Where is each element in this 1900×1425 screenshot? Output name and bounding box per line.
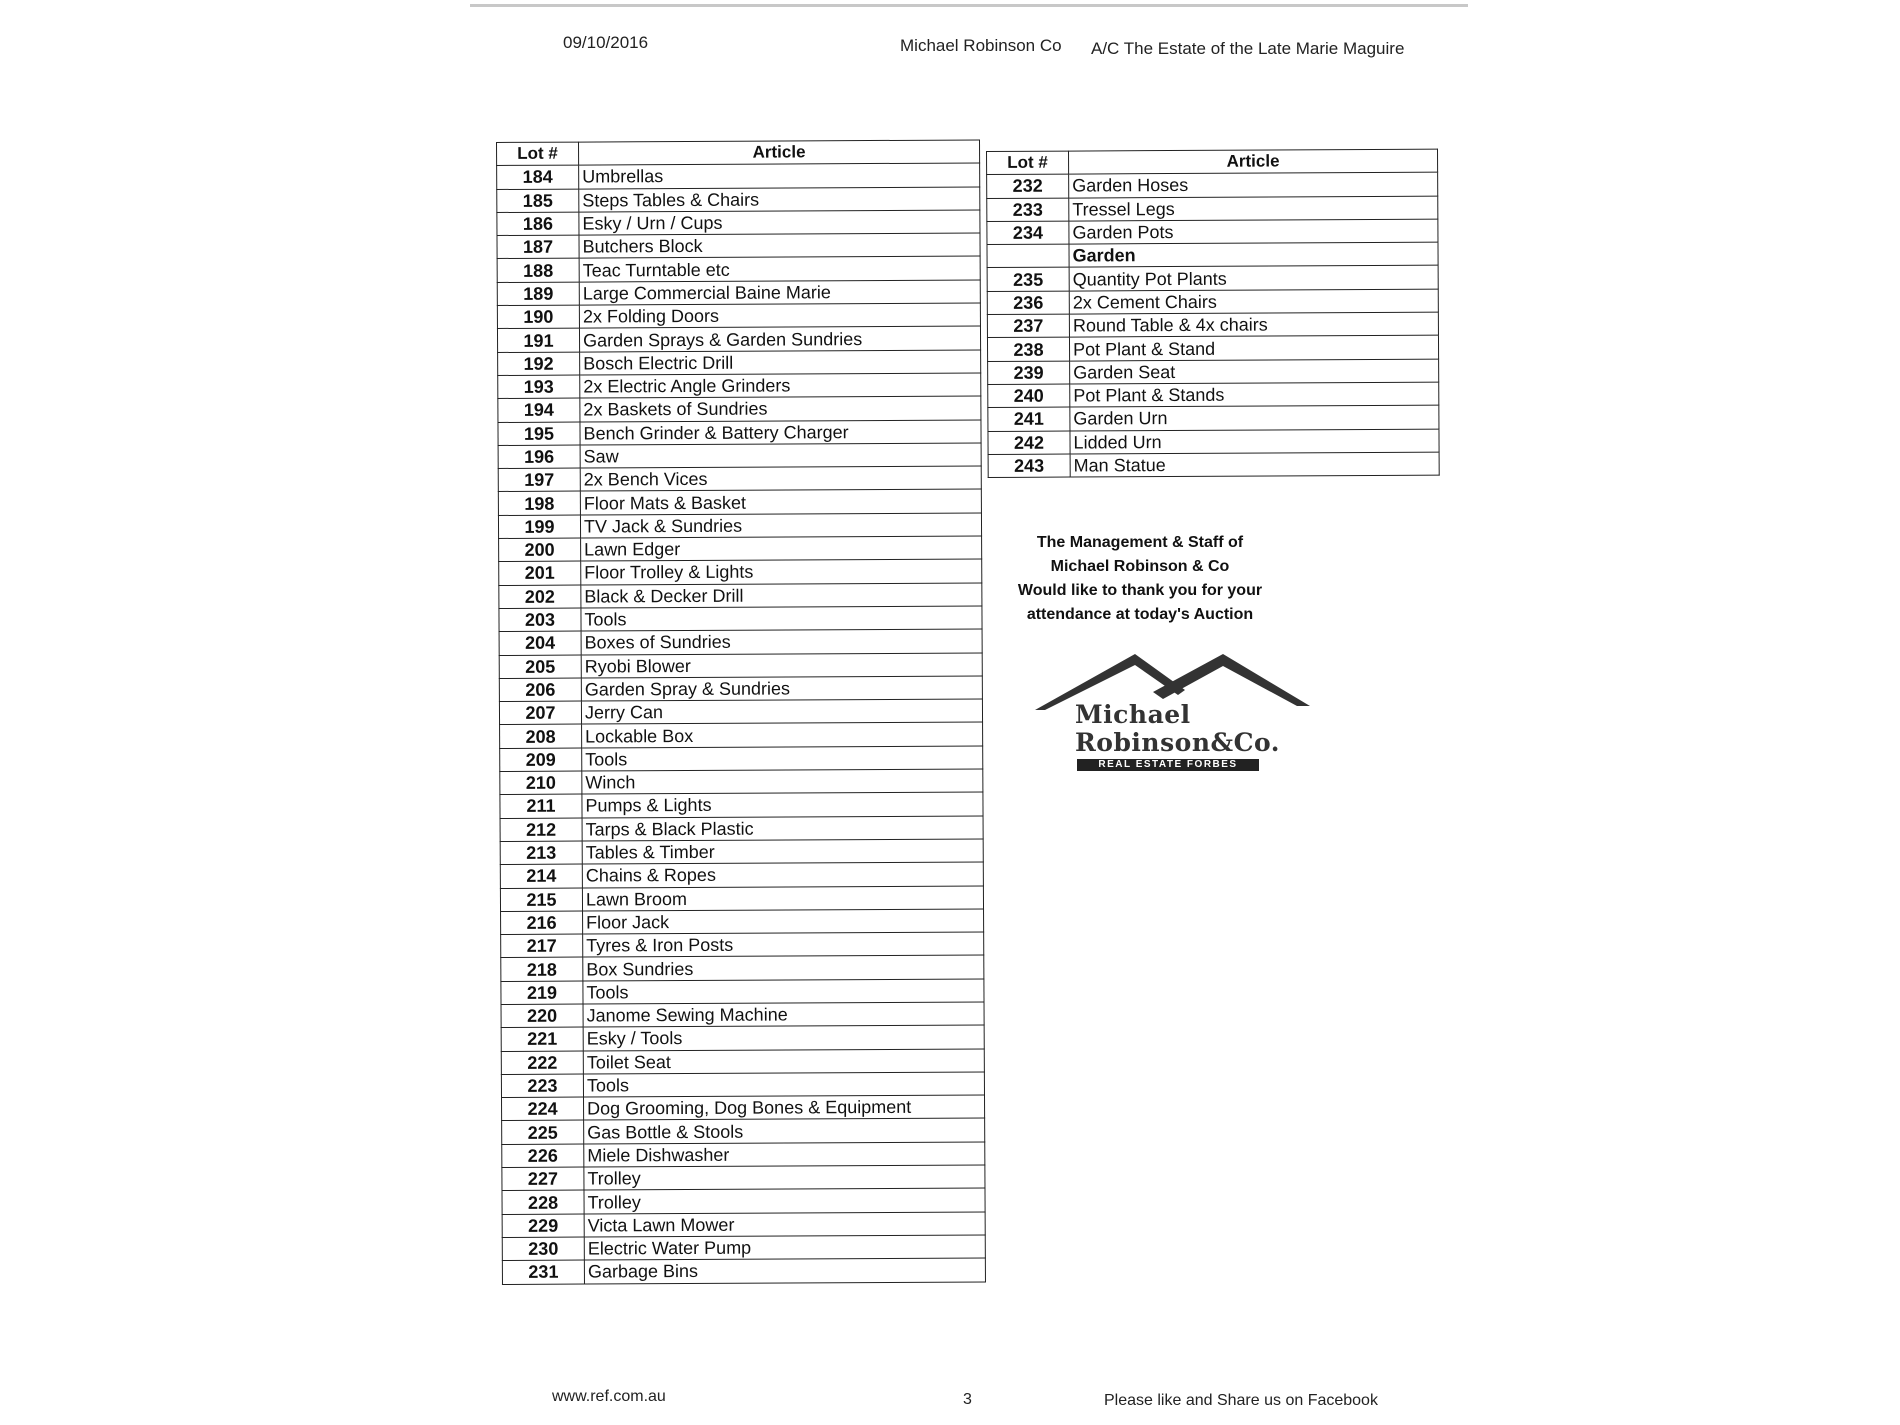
table-header-row: [987, 149, 1438, 175]
table-row: [988, 382, 1439, 408]
table-row: [497, 326, 980, 352]
table-row: [499, 583, 982, 609]
table-row: [499, 676, 982, 702]
lot-number: 188: [497, 259, 579, 283]
table-row: [498, 443, 981, 469]
lot-number: 204: [499, 631, 581, 655]
footer-website: www.ref.com.au: [552, 1388, 666, 1405]
lot-number: 202: [499, 585, 581, 609]
article-name: Garden Urn: [1070, 405, 1439, 430]
lot-number: 198: [498, 492, 580, 516]
lot-number: 224: [502, 1097, 584, 1121]
table-row: [502, 1235, 985, 1261]
table-row: [498, 420, 981, 446]
lot-number: 221: [501, 1027, 583, 1051]
article-name: Esky / Tools: [583, 1025, 984, 1050]
lot-number: 189: [497, 282, 579, 306]
table-row: [498, 396, 981, 422]
table-row: [987, 289, 1438, 315]
logo-tagline: REAL ESTATE FORBES: [1077, 759, 1259, 771]
article-name: Box Sundries: [583, 955, 984, 980]
article-name: Pot Plant & Stands: [1070, 382, 1439, 407]
lot-number: 201: [499, 561, 581, 585]
logo-text-line2: Robinson&Co.: [1075, 728, 1280, 757]
table-row: [497, 280, 980, 306]
lot-number: 225: [502, 1121, 584, 1145]
lot-number: [987, 244, 1069, 268]
lot-number: 200: [499, 538, 581, 562]
lot-number: 216: [501, 911, 583, 935]
lot-number: 228: [502, 1190, 584, 1214]
lot-number: 210: [500, 771, 582, 795]
table-row: [501, 955, 984, 981]
lot-number: 193: [498, 375, 580, 399]
table-row: [499, 699, 982, 725]
lot-number: 208: [500, 724, 582, 748]
lot-number: 237: [987, 314, 1069, 338]
table-row: [498, 466, 981, 492]
lot-number: 196: [498, 445, 580, 469]
lot-number: 230: [502, 1237, 584, 1261]
table-row: [497, 163, 980, 189]
article-name: Large Commercial Baine Marie: [579, 280, 980, 305]
article-name: Miele Dishwasher: [584, 1142, 985, 1167]
article-name: Tools: [582, 746, 983, 771]
article-name: Teac Turntable etc: [579, 256, 980, 281]
table-row: [501, 909, 984, 935]
table-row: [498, 489, 981, 515]
lot-number: 186: [497, 212, 579, 236]
table-row: [499, 652, 982, 678]
article-name: Electric Water Pump: [584, 1235, 985, 1260]
lot-number: 190: [497, 305, 579, 329]
article-name: Winch: [582, 769, 983, 794]
table-row: [988, 452, 1439, 478]
table-row: [502, 1188, 985, 1214]
table-row: [502, 1212, 985, 1238]
table-row: [500, 816, 983, 842]
article-name: Tools: [583, 1072, 984, 1097]
lot-number: 234: [987, 221, 1069, 245]
lot-number: 203: [499, 608, 581, 632]
lot-number: 206: [499, 678, 581, 702]
article-name: TV Jack & Sundries: [580, 513, 981, 538]
table-row: [498, 373, 981, 399]
article-name: 2x Bench Vices: [580, 466, 981, 491]
column-header-article: Article: [579, 140, 980, 165]
article-name: Garden Spray & Sundries: [581, 676, 982, 701]
table-row: [502, 1165, 985, 1191]
table-row: [497, 303, 980, 329]
article-name: Floor Jack: [583, 909, 984, 934]
table-row: [501, 1049, 984, 1075]
lot-number: 187: [497, 235, 579, 259]
lot-number: 191: [497, 328, 579, 352]
table-row: [987, 266, 1438, 292]
lot-number: 185: [497, 189, 579, 213]
article-name: Tyres & Iron Posts: [583, 932, 984, 957]
lot-number: 199: [498, 515, 580, 539]
article-name: Tarps & Black Plastic: [582, 816, 983, 841]
lot-number: 212: [500, 818, 582, 842]
company-name: Michael Robinson Co: [900, 36, 1062, 55]
article-name: Butchers Block: [579, 233, 980, 258]
lot-number: 242: [988, 431, 1070, 455]
lot-number: 214: [500, 864, 582, 888]
table-row: [497, 233, 980, 259]
footer-page-number: 3: [963, 1391, 972, 1408]
article-name: Ryobi Blower: [581, 652, 982, 677]
lots-table-left: [496, 139, 986, 1284]
column-header-lot: Lot #: [987, 151, 1069, 175]
article-name: Pot Plant & Stand: [1069, 336, 1438, 361]
article-name: Janome Sewing Machine: [583, 1002, 984, 1027]
lot-number: 235: [987, 268, 1069, 292]
table-row: [501, 979, 984, 1005]
article-name: Tools: [583, 979, 984, 1004]
article-name: Lawn Broom: [582, 885, 983, 910]
lot-number: 197: [498, 468, 580, 492]
table-row: [500, 746, 983, 772]
table-row: [500, 722, 983, 748]
article-name: Pumps & Lights: [582, 792, 983, 817]
article-name: Quantity Pot Plants: [1069, 266, 1438, 291]
table-row: [501, 1072, 984, 1098]
lot-number: 220: [501, 1004, 583, 1028]
table-row: [497, 210, 980, 236]
lot-number: 233: [987, 198, 1069, 222]
lot-number: 194: [498, 398, 580, 422]
article-name: Garden Sprays & Garden Sundries: [579, 326, 980, 351]
table-row: [501, 1025, 984, 1051]
section-row: [987, 242, 1438, 268]
table-row: [502, 1258, 985, 1284]
article-name: Floor Trolley & Lights: [581, 559, 982, 584]
article-name: Esky / Urn / Cups: [579, 210, 980, 235]
table-row: [502, 1142, 985, 1168]
article-name: Lawn Edger: [581, 536, 982, 561]
table-row: [499, 606, 982, 632]
article-name: Tressel Legs: [1069, 196, 1438, 221]
lot-number: 240: [988, 384, 1070, 408]
table-row: [501, 1002, 984, 1028]
article-name: Tools: [581, 606, 982, 631]
table-row: [499, 629, 982, 655]
table-row: [499, 536, 982, 562]
lot-number: 239: [988, 361, 1070, 385]
thank-you-message: [1000, 531, 1280, 627]
article-name: Tables & Timber: [582, 839, 983, 864]
lot-number: 232: [987, 174, 1069, 198]
article-name: Man Statue: [1070, 452, 1439, 477]
table-row: [988, 405, 1439, 431]
article-name: Saw: [580, 443, 981, 468]
lots-table-right: [986, 149, 1440, 479]
article-name: Garden Seat: [1070, 359, 1439, 384]
article-name: Boxes of Sundries: [581, 629, 982, 654]
article-name: Garbage Bins: [584, 1258, 985, 1283]
logo-text-line1: Michael: [1075, 700, 1191, 729]
lot-number: 215: [500, 888, 582, 912]
article-name: Trolley: [584, 1188, 985, 1213]
lot-number: 243: [988, 454, 1070, 478]
article-name: Steps Tables & Chairs: [579, 187, 980, 212]
article-name: Lidded Urn: [1070, 429, 1439, 454]
article-name: Bosch Electric Drill: [580, 350, 981, 375]
lot-number: 222: [501, 1051, 583, 1075]
article-name: Dog Grooming, Dog Bones & Equipment: [584, 1095, 985, 1120]
thank-you-line: The Management & Staff of: [1036, 534, 1244, 551]
lot-number: 217: [501, 934, 583, 958]
lot-number: 205: [499, 655, 581, 679]
lot-number: 236: [987, 291, 1069, 315]
lot-number: 209: [500, 748, 582, 772]
thank-you-line: Would like to thank you for your: [1017, 582, 1263, 599]
article-name: Round Table & 4x chairs: [1069, 312, 1438, 337]
article-name: Lockable Box: [582, 722, 983, 747]
lot-number: 184: [497, 165, 579, 189]
table-row: [499, 559, 982, 585]
table-row: [500, 839, 983, 865]
article-name: 2x Cement Chairs: [1069, 289, 1438, 314]
article-name: Chains & Ropes: [582, 862, 983, 887]
lot-number: 219: [501, 981, 583, 1005]
article-name: Victa Lawn Mower: [584, 1212, 985, 1237]
table-row: [988, 359, 1439, 385]
lot-number: 192: [498, 352, 580, 376]
article-name: Bench Grinder & Battery Charger: [580, 420, 981, 445]
lot-number: 218: [501, 957, 583, 981]
table-row: [498, 350, 981, 376]
lot-number: 231: [502, 1260, 584, 1284]
table-row: [501, 932, 984, 958]
lot-number: 211: [500, 794, 582, 818]
article-name: 2x Folding Doors: [579, 303, 980, 328]
article-name: 2x Baskets of Sundries: [580, 396, 981, 421]
lot-number: 226: [502, 1144, 584, 1168]
table-row: [497, 256, 980, 282]
top-rule: [470, 4, 1468, 7]
table-row: [502, 1118, 985, 1144]
article-name: Garden Hoses: [1069, 172, 1438, 197]
article-name: Umbrellas: [579, 163, 980, 188]
table-row: [500, 862, 983, 888]
article-name: Gas Bottle & Stools: [584, 1118, 985, 1143]
lot-number: 229: [502, 1214, 584, 1238]
footer-social: Please like and Share us on Facebook: [1104, 1392, 1378, 1409]
table-row: [500, 885, 983, 911]
article-name: Toilet Seat: [583, 1049, 984, 1074]
article-name: Garden Pots: [1069, 219, 1438, 244]
table-row: [498, 513, 981, 539]
article-name: 2x Electric Angle Grinders: [580, 373, 981, 398]
lot-number: 213: [500, 841, 582, 865]
document-date: 09/10/2016: [563, 33, 649, 52]
table-row: [987, 219, 1438, 245]
lot-number: 195: [498, 422, 580, 446]
lot-number: 238: [987, 337, 1069, 361]
table-header-row: [497, 140, 980, 166]
table-row: [988, 429, 1439, 455]
article-name: Floor Mats & Basket: [580, 489, 981, 514]
table-row: [497, 187, 980, 213]
article-name: Jerry Can: [581, 699, 982, 724]
column-header-lot: Lot #: [497, 142, 579, 166]
lot-number: 207: [499, 701, 581, 725]
thank-you-line: Michael Robinson & Co: [1050, 558, 1230, 575]
table-row: [987, 312, 1438, 338]
table-row: [502, 1095, 985, 1121]
lot-number: 223: [501, 1074, 583, 1098]
column-header-article: Article: [1069, 149, 1438, 174]
section-heading: Garden: [1069, 242, 1438, 267]
table-row: [987, 172, 1438, 198]
table-row: [987, 336, 1438, 362]
table-row: [987, 196, 1438, 222]
account-name: A/C The Estate of the Late Marie Maguire: [1091, 39, 1405, 58]
lot-number: 241: [988, 407, 1070, 431]
table-row: [500, 792, 983, 818]
lot-number: 227: [502, 1167, 584, 1191]
article-name: Black & Decker Drill: [581, 583, 982, 608]
company-logo: [1035, 650, 1315, 775]
table-row: [500, 769, 983, 795]
article-name: Trolley: [584, 1165, 985, 1190]
thank-you-line: attendance at today's Auction: [1026, 606, 1254, 623]
